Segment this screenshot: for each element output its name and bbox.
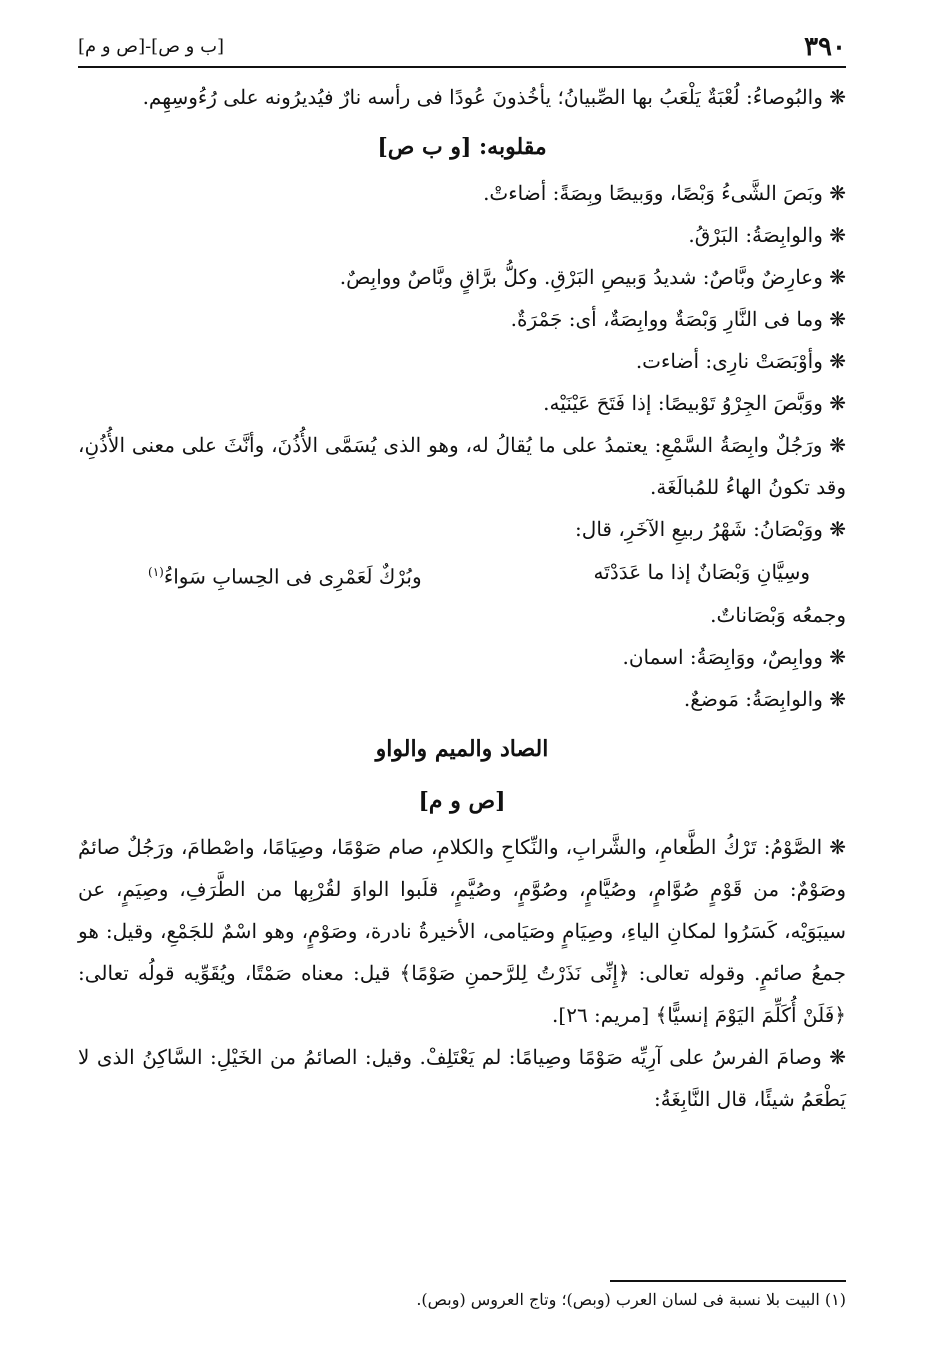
- entry-sawm: ❋ الصَّوْمُ: تَرْكُ الطَّعامِ، والشَّرابِ، والنِّكاحِ والكلامِ، صام صَوْمًا، وصِيَامًا، واصْطامَ، ورَجُلٌ صائمٌ وصَوْمٌ: من قَوْمٍ صُوَّامٍ، وصُيَّامٍ، وصُوَّمٍ، وصُيَّمٍ، قلَبوا الواوَ لقُرْبِها من الطَّرَفِ، وصِيَمٍ، عن سيبَوَيْه، كَسَرُوا لمكانِ الياءِ، وصِيَامٍ وصَيَامى، الأخيرةُ نادرة، وصَوْمٍ، وهو اسْمٌ للجَمْعِ، وقيل: هو جمعُ صائمٍ. وقوله تعالى: ﴿إِنِّى نَذَرْتُ لِلرَّحمنِ صَوْمًا﴾ قيل: معناه صَمْتًا، ويُقَوِّيه قولُه تعالى: ﴿فَلَنْ أُكَلِّمَ اليَوْمَ إنسيًّا﴾ [مريم: ٢٦].: [78, 835, 846, 1027]
- entry-jamra: ❋ وما فى النَّارِ وَبْصَةٌ ووابِصَةٌ، أى: جَمْرَةٌ.: [510, 307, 846, 331]
- entry-arid-wabbas: ❋ وعارِضٌ وبَّاصٌ: شديدُ وَبيصِ البَرْقِ. وكلُّ برَّاقٍ وبَّاصٌ ووابِصٌ.: [339, 265, 846, 289]
- poetry-verse: [78, 550, 846, 594]
- verse-second-hemistich: وبُرْكٌ لَعَمْرِى فى الحِسابِ سَواءُ$^{(١)}$: [148, 564, 422, 589]
- entry-wabisat-alsam: ❋ ورَجُلٌ وابِصَةُ السَّمْعِ: يعتمدُ على ما يُقالُ له، وهو الذى يُسَمَّى الأُذُنَ، وأنَّثَ على معنى الأُذُنِ، وقد تكونُ الهاءُ للمُبالَغَة.: [78, 433, 846, 499]
- page-header: [78, 30, 846, 68]
- footnote-marker: (١): [148, 565, 164, 579]
- entry-wabasa: ❋ وبَصَ الشَّىءُ وَبْصًا، ووَبيصًا وبِصَةً: أضاءتْ.: [483, 181, 846, 205]
- entry-wabbasa-jirw: ❋ ووَبَّصَ الجِرْوُ تَوْبيصًا: إذا فَتَحَ عَيْنَيْه.: [543, 391, 846, 415]
- entry-bawsa: ❋ والبُوصاءُ: لُعْبَةٌ يَلْعَبُ بها الصِّبيانُ؛ يأخُذونَ عُودًا فى رأسه نارٌ فيُديرُونه على رُءُوسِهِم.: [142, 85, 846, 109]
- section-heading-sawm: [ص و م]: [418, 788, 506, 814]
- entry-sama-faras: ❋ وصامَ الفرسُ على آرِيِّه صَوْمًا وصِيامًا: لم يَعْتَلِفْ. وقيل: الصائمُ من الخَيْلِ: السَّاكِنُ الذى لا يَطْعَمُ شيئًا، قال النَّابِغَةُ:: [78, 1045, 846, 1111]
- entry-place: ❋ والوابِصَةُ: مَوضعٌ.: [683, 687, 846, 711]
- entry-plural: وجمعُه وَبْصَاناتٌ.: [710, 603, 846, 627]
- section-heading-sad-mim-waw: الصاد والميم والواو: [375, 736, 549, 762]
- section-heading-maqlub: مقلوبه: [و ب ص]: [377, 134, 547, 160]
- verse-first-hemistich: وسِيَّانِ وَبْصَانٌ إذا ما عَدَدْتَه: [593, 560, 810, 584]
- entry-wabisa-lightning: ❋ والوابِصَةُ: البَرْقُ.: [688, 223, 846, 247]
- book-page: [78, 30, 846, 1350]
- running-head: [ب و ص]-[ص و م]: [78, 36, 225, 57]
- footnote: (١) البيت بلا نسبة فى لسان العرب (وبص)؛ وتاج العروس (وبص).: [416, 1290, 846, 1309]
- entry-awbasat: ❋ وأوْبَصَتْ نارِى: أضاءت.: [635, 349, 846, 373]
- entry-names: ❋ ووابِصٌ، ووَابِصَةُ: اسمان.: [622, 645, 846, 669]
- footnote-rule: [610, 1280, 846, 1282]
- page-number: ٣٩٠: [804, 32, 846, 62]
- entry-wabsan: ❋ ووَبْصَانُ: شَهْرُ ربيعِ الآخَرِ، قال:: [575, 517, 846, 541]
